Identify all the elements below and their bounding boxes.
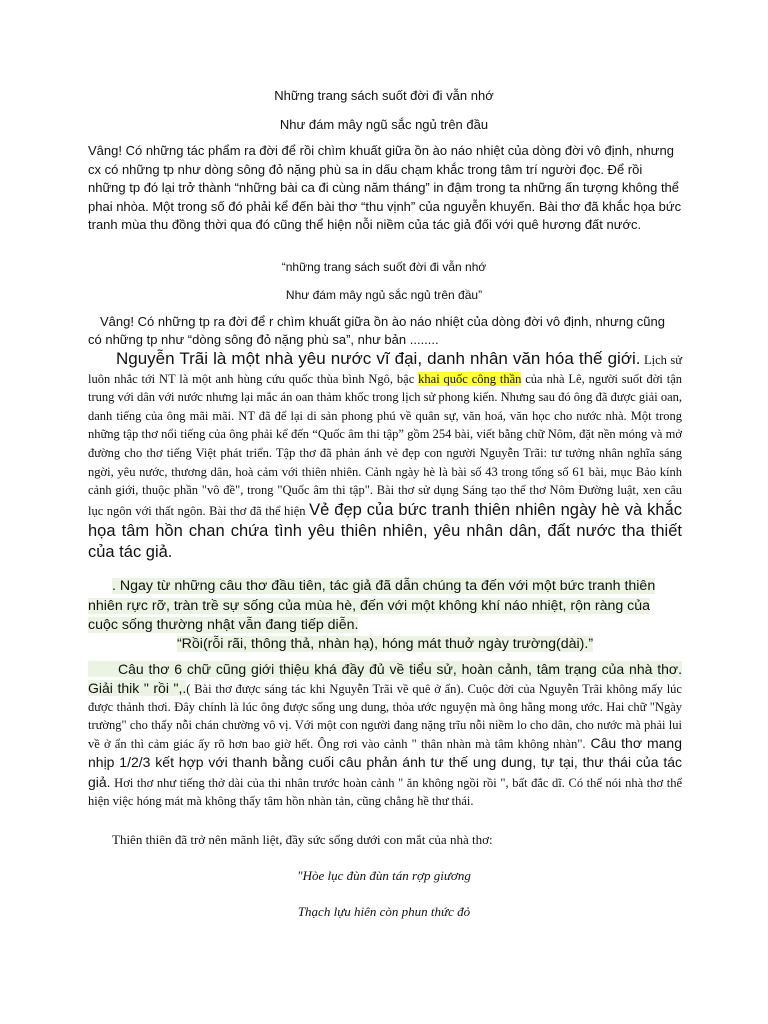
analysis-lead: Câu thơ 6 chữ cũng giới thiệu khá đầy đủ về tiểu sử, hoàn cảnh, tâm trạng của nhà thơ. Giải thik " rồi ",. (88, 661, 682, 697)
heading-line-2: Như đám mây ngũ sắc ngủ trên đầu (279, 117, 489, 132)
highlighted-phrase: khai quốc công thần (418, 371, 522, 386)
nguyen-trai-paragraph (88, 350, 682, 563)
history-text-2: của nhà Lê, người suốt đời tận trung với dân với nước nhưng lại mắc án oan thảm khốc trong lịch sử phong kiến. Nhưng sau đó ông đã được giải oan, danh tiếng của ông mãi mãi. NT đã để lại di sản phong phú về quân sự, văn hoá, văn học cho nước nhà. Một trong những tập thơ nổi tiếng của ông phải kể đến “Quốc âm thi tập” gồm 254 bài, viết bằng chữ Nôm, đặt nền móng và mở đường cho thơ tiếng Việt phát triển. Tập thơ đã phản ánh vẻ đẹp con người Nguyễn Trãi: tư tưởng nhân nghĩa sáng ngời, yêu nước, thương dân, hoà cảm với thiên nhiên. Cảnh ngày hè là bài số 43 trong tổng số 61 bài, mục Bảo kính cảnh giới, thuộc phần "vô đề", trong "Quốc âm thi tập". Bài thơ sử dụng Sáng tạo thể thơ Nôm Đường luật, xen câu lục ngôn với thất ngôn. Bài thơ đã thể hiện (88, 371, 682, 518)
verse-line-2: Thạch lựu hiên còn phun thức đỏ (297, 904, 471, 919)
verse-line-1: "Hòe lục đùn đùn tán rợp giương (297, 868, 471, 883)
quote-line-2: Như đám mây ngủ sắc ngủ trên đầu” (285, 288, 483, 302)
intro-paragraph: Vâng! Có những tác phẩm ra đời để rồi chìm khuất giữa ồn ào náo nhiệt của dòng đời vô định, nhưng cx có những tp như dòng sông đỏ nặng phù sa in dấu chạm khắc trong tâm trí người đọc. Để rồi những tp đó lại trở thành “những bài ca đi cùng năm tháng” in đậm trong ta những ấn tượng không thể phai nhòa. Một trong số đó phải kể đến bài thơ “thu vịnh” của nguyễn khuyến. Bài thơ đã khắc họa bức tranh mùa thu đồng thời qua đó cũng thể hiện nỗi niềm của tác giả đối với quê hương đất nước. (88, 143, 682, 233)
second-paragraph: Vâng! Có những tp ra đời để r chìm khuất giữa ồn ào náo nhiệt của dòng đời vô định, nhưng cũng có những tp như “dòng sông đỏ nặng phù sa”, như bản ........ (88, 314, 665, 347)
theme-sentence: Vẻ đẹp của bức tranh thiên nhiên ngày hè và khắc họa tâm hồn chan chứa tình yêu thiên nhiên, yêu nhân dân, đất nước tha thiết của tác giả. (88, 500, 682, 561)
quote-line-1: “những trang sách suốt đời đi vẫn nhớ (281, 260, 487, 274)
intro-sentence: Nguyễn Trãi là một nhà yêu nước vĩ đại, danh nhân văn hóa thế giới. (116, 349, 641, 368)
verse-quote-text: “Rồi(rỗi rãi, thông thả, nhàn hạ), hóng mát thuở ngày trường(dài).” (176, 636, 594, 652)
verse-quote (88, 636, 682, 652)
analysis-paragraph (88, 660, 682, 810)
history-text-1: Lịch sử luôn nhắc tới NT là một anh hùng cứu quốc thùa bình Ngô, bậc (88, 353, 682, 386)
opening-analysis-paragraph (88, 577, 682, 636)
heading-line-1: Những trang sách suốt đời đi vẫn nhớ (274, 88, 494, 103)
nature-paragraph: Thiên thiên đã trở nên mãnh liệt, đầy sức sống dưới con mắt của nhà thơ: (112, 832, 493, 847)
analysis-tail: Hơi thơ như tiếng thở dài của thi nhân trước hoàn cảnh " ăn không ngồi rồi ", bất đắc dĩ. Có thể nói nhà thơ thể hiện việc hóng mát mà không thấy tâm hồn nhàn tản, cũng chẳng hề thư thái. (88, 775, 682, 808)
opening-analysis-text: . Ngay từ những câu thơ đầu tiên, tác giả đã dẫn chúng ta đến với một bức tranh thiên nhiên rực rỡ, tràn trề sự sống của mùa hè, đến với một không khí náo nhiệt, rộn ràng của cuộc sống thường nhật vẫn đang tiếp diễn. (88, 578, 656, 634)
analysis-body: ( Bài thơ được sáng tác khi Nguyễn Trãi về quê ở ẩn). Cuộc đời của Nguyễn Trãi không mấy lúc được thảnh thơi. Đây chính là lúc ông được sống ung dung, thỏa ước nguyện mà ông hằng mong ước. Hai chữ "Ngày trường" cho thấy nỗi chán chường vô vị. Với một con người đang nặng trĩu nỗi niềm lo cho dân, cho nước mà phải lui về ở ẩn thì cảm giác ấy rõ hơn bao giờ hết. Ông rơi vào cảnh " thân nhàn mà tâm không nhàn". (88, 682, 682, 752)
analysis-rhythm: Câu thơ mang nhịp 1/2/3 kết hợp với thanh bằng cuối câu phản ánh tư thế ung dung, tự tại, thư thái của tác giả. (88, 735, 682, 790)
